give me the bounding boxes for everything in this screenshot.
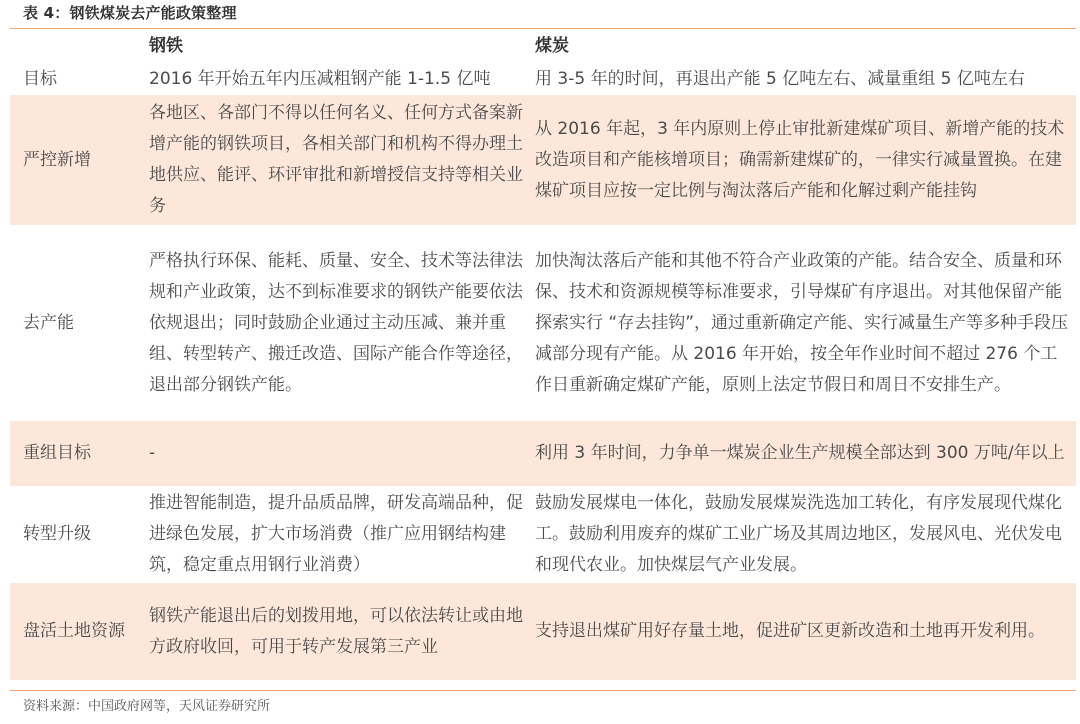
row-label: 盘活土地资源 [10, 583, 149, 680]
coal-cell: 从 2016 年起，3 年内原则上停止审批新建煤矿项目、新增产能的技术改造项目和产能核增项目；确需新建煤矿的，一律实行减量置换。在建煤矿项目应按一定比例与淘汰落后产能和化解过剩产能挂钩 [531, 95, 1076, 225]
steel-cell: 推进智能制造，提升品质品牌，研发高端品种，促进绿色发展，扩大市场消费（推广应用钢结构建筑，稳定重点用钢行业消费） [149, 493, 523, 575]
coal-cell: 利用 3 年时间，力争单一煤炭企业生产规模全部达到 300 万吨/年以上 [531, 421, 1076, 486]
policy-table [10, 30, 1076, 680]
top-divider [10, 28, 1076, 29]
coal-cell: 鼓励发展煤电一体化，鼓励发展煤炭洗选加工转化，有序发展现代煤化工。鼓励利用废弃的煤矿工业广场及其周边地区，发展风电、光伏发电和现代农业。加快煤层气产业发展。 [535, 493, 1062, 575]
table-title: 表 4：钢铁煤炭去产能政策整理 [23, 4, 237, 22]
coal-cell: 用 3-5 年的时间，再退出产能 5 亿吨左右、减量重组 5 亿吨左右 [535, 68, 1025, 89]
row-label: 严控新增 [10, 95, 149, 225]
bottom-divider [10, 690, 1076, 691]
header-steel: 钢铁 [149, 36, 183, 56]
row-label: 目标 [23, 68, 57, 89]
steel-cell: 2016 年开始五年内压减粗钢产能 1-1.5 亿吨 [149, 68, 491, 89]
coal-cell: 加快淘汰落后产能和其他不符合产业政策的产能。结合安全、质量和环保、技术和资源规模等标准要求，引导煤矿有序退出。对其他保留产能探索实行 “存去挂钩”，通过重新确定产能、实行减量生产等多种手段压减部分现有产能。从 2016 年开始，按全年作业时间不超过 276 个工作日重新确定煤矿产能，原则上法定节假日和周日不安排生产。 [535, 250, 1069, 395]
header-category [10, 30, 149, 63]
table-row-control-new [10, 95, 1076, 225]
header-coal: 煤炭 [535, 36, 569, 56]
table-row-capacity-cut [10, 225, 1076, 421]
table-row-transformation [10, 486, 1076, 583]
table-row-restructure [10, 421, 1076, 486]
row-label: 重组目标 [10, 421, 149, 486]
source-note: 资料来源：中国政府网等，天风证券研究所 [23, 699, 271, 714]
table-row-target [10, 63, 1076, 95]
steel-cell: - [149, 421, 531, 486]
steel-cell: 钢铁产能退出后的划拨用地，可以依法转让或由地方政府收回，可用于转产发展第三产业 [149, 583, 531, 680]
table-header-row [10, 30, 1076, 63]
table-row-land [10, 583, 1076, 680]
row-label: 去产能 [23, 312, 74, 333]
coal-cell: 支持退出煤矿用好存量土地，促进矿区更新改造和土地再开发利用。 [531, 583, 1076, 680]
steel-cell: 严格执行环保、能耗、质量、安全、技术等法律法规和产业政策，达不到标准要求的钢铁产能要依法依规退出；同时鼓励企业通过主动压减、兼并重组、转型转产、搬迁改造、国际产能合作等途径，退出部分钢铁产能。 [149, 250, 523, 395]
steel-cell: 各地区、各部门不得以任何名义、任何方式备案新增产能的钢铁项目，各相关部门和机构不得办理土地供应、能评、环评审批和新增授信支持等相关业务 [149, 95, 531, 225]
row-label: 转型升级 [23, 524, 91, 544]
